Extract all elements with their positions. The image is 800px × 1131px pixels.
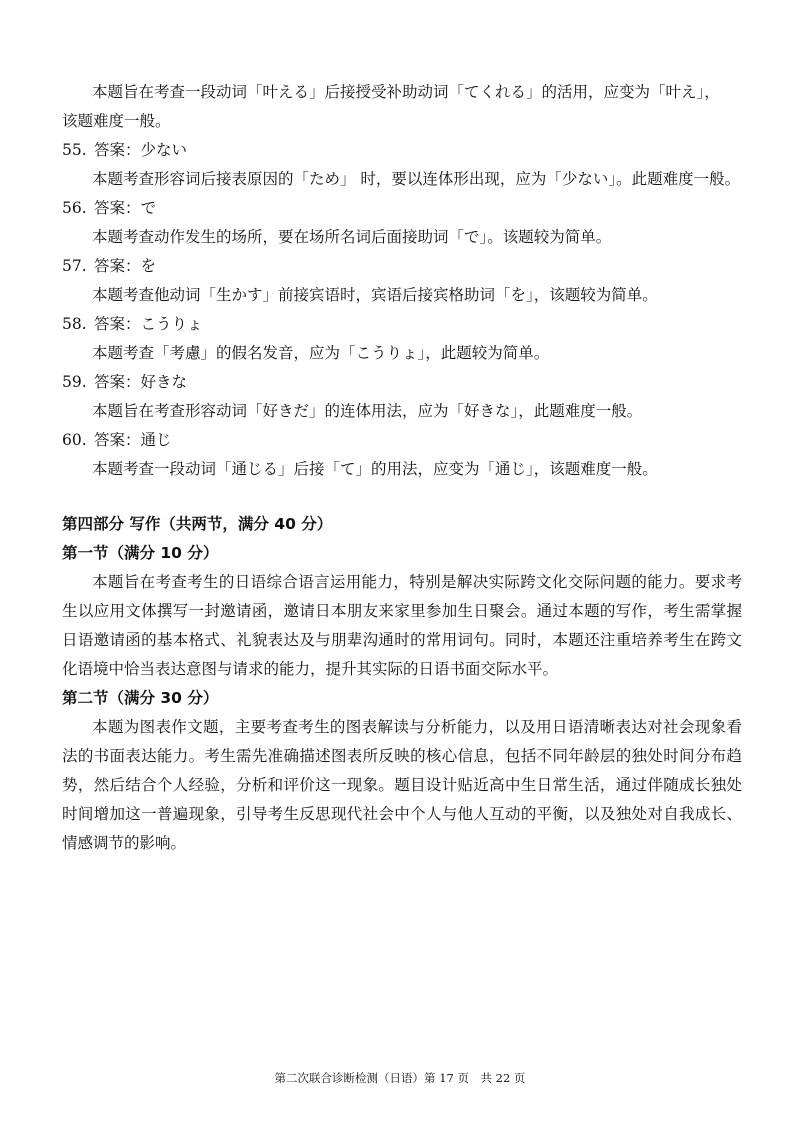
answer-text: 答案：を <box>94 257 157 275</box>
section1-text: 本题旨在考查考生的日语综合语言运用能力，特别是解决实际跨文化交际问题的能力。要求考生以应用文体撰写一封邀请函，邀请日本朋友来家里参加生日聚会。通过本题的写作，考生需掌握日语邀请函的基本格式、礼貌表达及与朋辈沟通时的常用词句。同时，本题还注重培养考生在跨文化语境中恰当表达意图与请求的能力，提升其实际的日语书面交际水平。 <box>62 573 742 678</box>
answer-text: 答案：少ない <box>94 141 188 159</box>
answer-text: 答案：こうりょ <box>94 315 203 333</box>
answer-60 <box>62 426 172 455</box>
explanation-57: 本题考查他动词「生かす」前接宾语时，宾语后接宾格助词「を」，该题较为简单。 <box>92 286 658 304</box>
intro-line-1: 本题旨在考查一段动词「叶える」后接授受补助动词「てくれる」的活用，应变为「叶え」， <box>92 83 720 101</box>
answer-text: 答案：で <box>94 199 157 217</box>
question-number: 55. <box>62 141 87 159</box>
question-number: 57. <box>62 257 87 275</box>
intro-line-2: 该题难度一般。 <box>62 112 171 130</box>
question-number: 59. <box>62 373 87 391</box>
explanation-58: 本题考查「考慮」的假名发音，应为「こうりょ」，此题较为简单。 <box>92 344 550 362</box>
answer-58 <box>62 310 203 339</box>
answer-56 <box>62 194 156 223</box>
explanation-59: 本题旨在考查形容动词「好きだ」的连体用法，应为「好きな」，此题难度一般。 <box>92 402 643 420</box>
section2-heading: 第二节（满分 30 分） <box>62 689 219 707</box>
explanation-56: 本题考查动作发生的场所，要在场所名词后面接助词「で」。该题较为简单。 <box>92 228 612 246</box>
question-number: 60. <box>62 431 87 449</box>
question-number: 56. <box>62 199 87 217</box>
answer-55 <box>62 136 187 165</box>
explanation-60: 本题考查一段动词「通じる」后接「て」的用法，应变为「通じ」，该题难度一般。 <box>92 460 658 478</box>
answer-57 <box>62 252 156 281</box>
part4-heading: 第四部分 写作（共两节，满分 40 分） <box>62 515 333 533</box>
answer-59 <box>62 368 187 397</box>
explanation-55: 本题考查形容词后接表原因的「ため」 时，要以连体形出现，应为「少ない」。此题难度一般。 <box>92 170 741 188</box>
question-number: 58. <box>62 315 87 333</box>
section1-heading: 第一节（满分 10 分） <box>62 544 219 562</box>
answer-text: 答案：好きな <box>94 373 188 391</box>
page-footer: 第二次联合诊断检测（日语）第 17 页 共 22 页 <box>274 1071 526 1085</box>
answer-text: 答案：通じ <box>94 431 172 449</box>
section2-text: 本题为图表作文题，主要考查考生的图表解读与分析能力，以及用日语清晰表达对社会现象看法的书面表达能力。考生需先准确描述图表所反映的核心信息，包括不同年龄层的独处时间分布趋势，然后结合个人经验，分析和评价这一现象。题目设计贴近高中生日常生活，通过伴随成长独处时间增加这一普遍现象，引导考生反思现代社会中个人与他人互动的平衡，以及独处对自我成长、情感调节的影响。 <box>62 718 742 852</box>
